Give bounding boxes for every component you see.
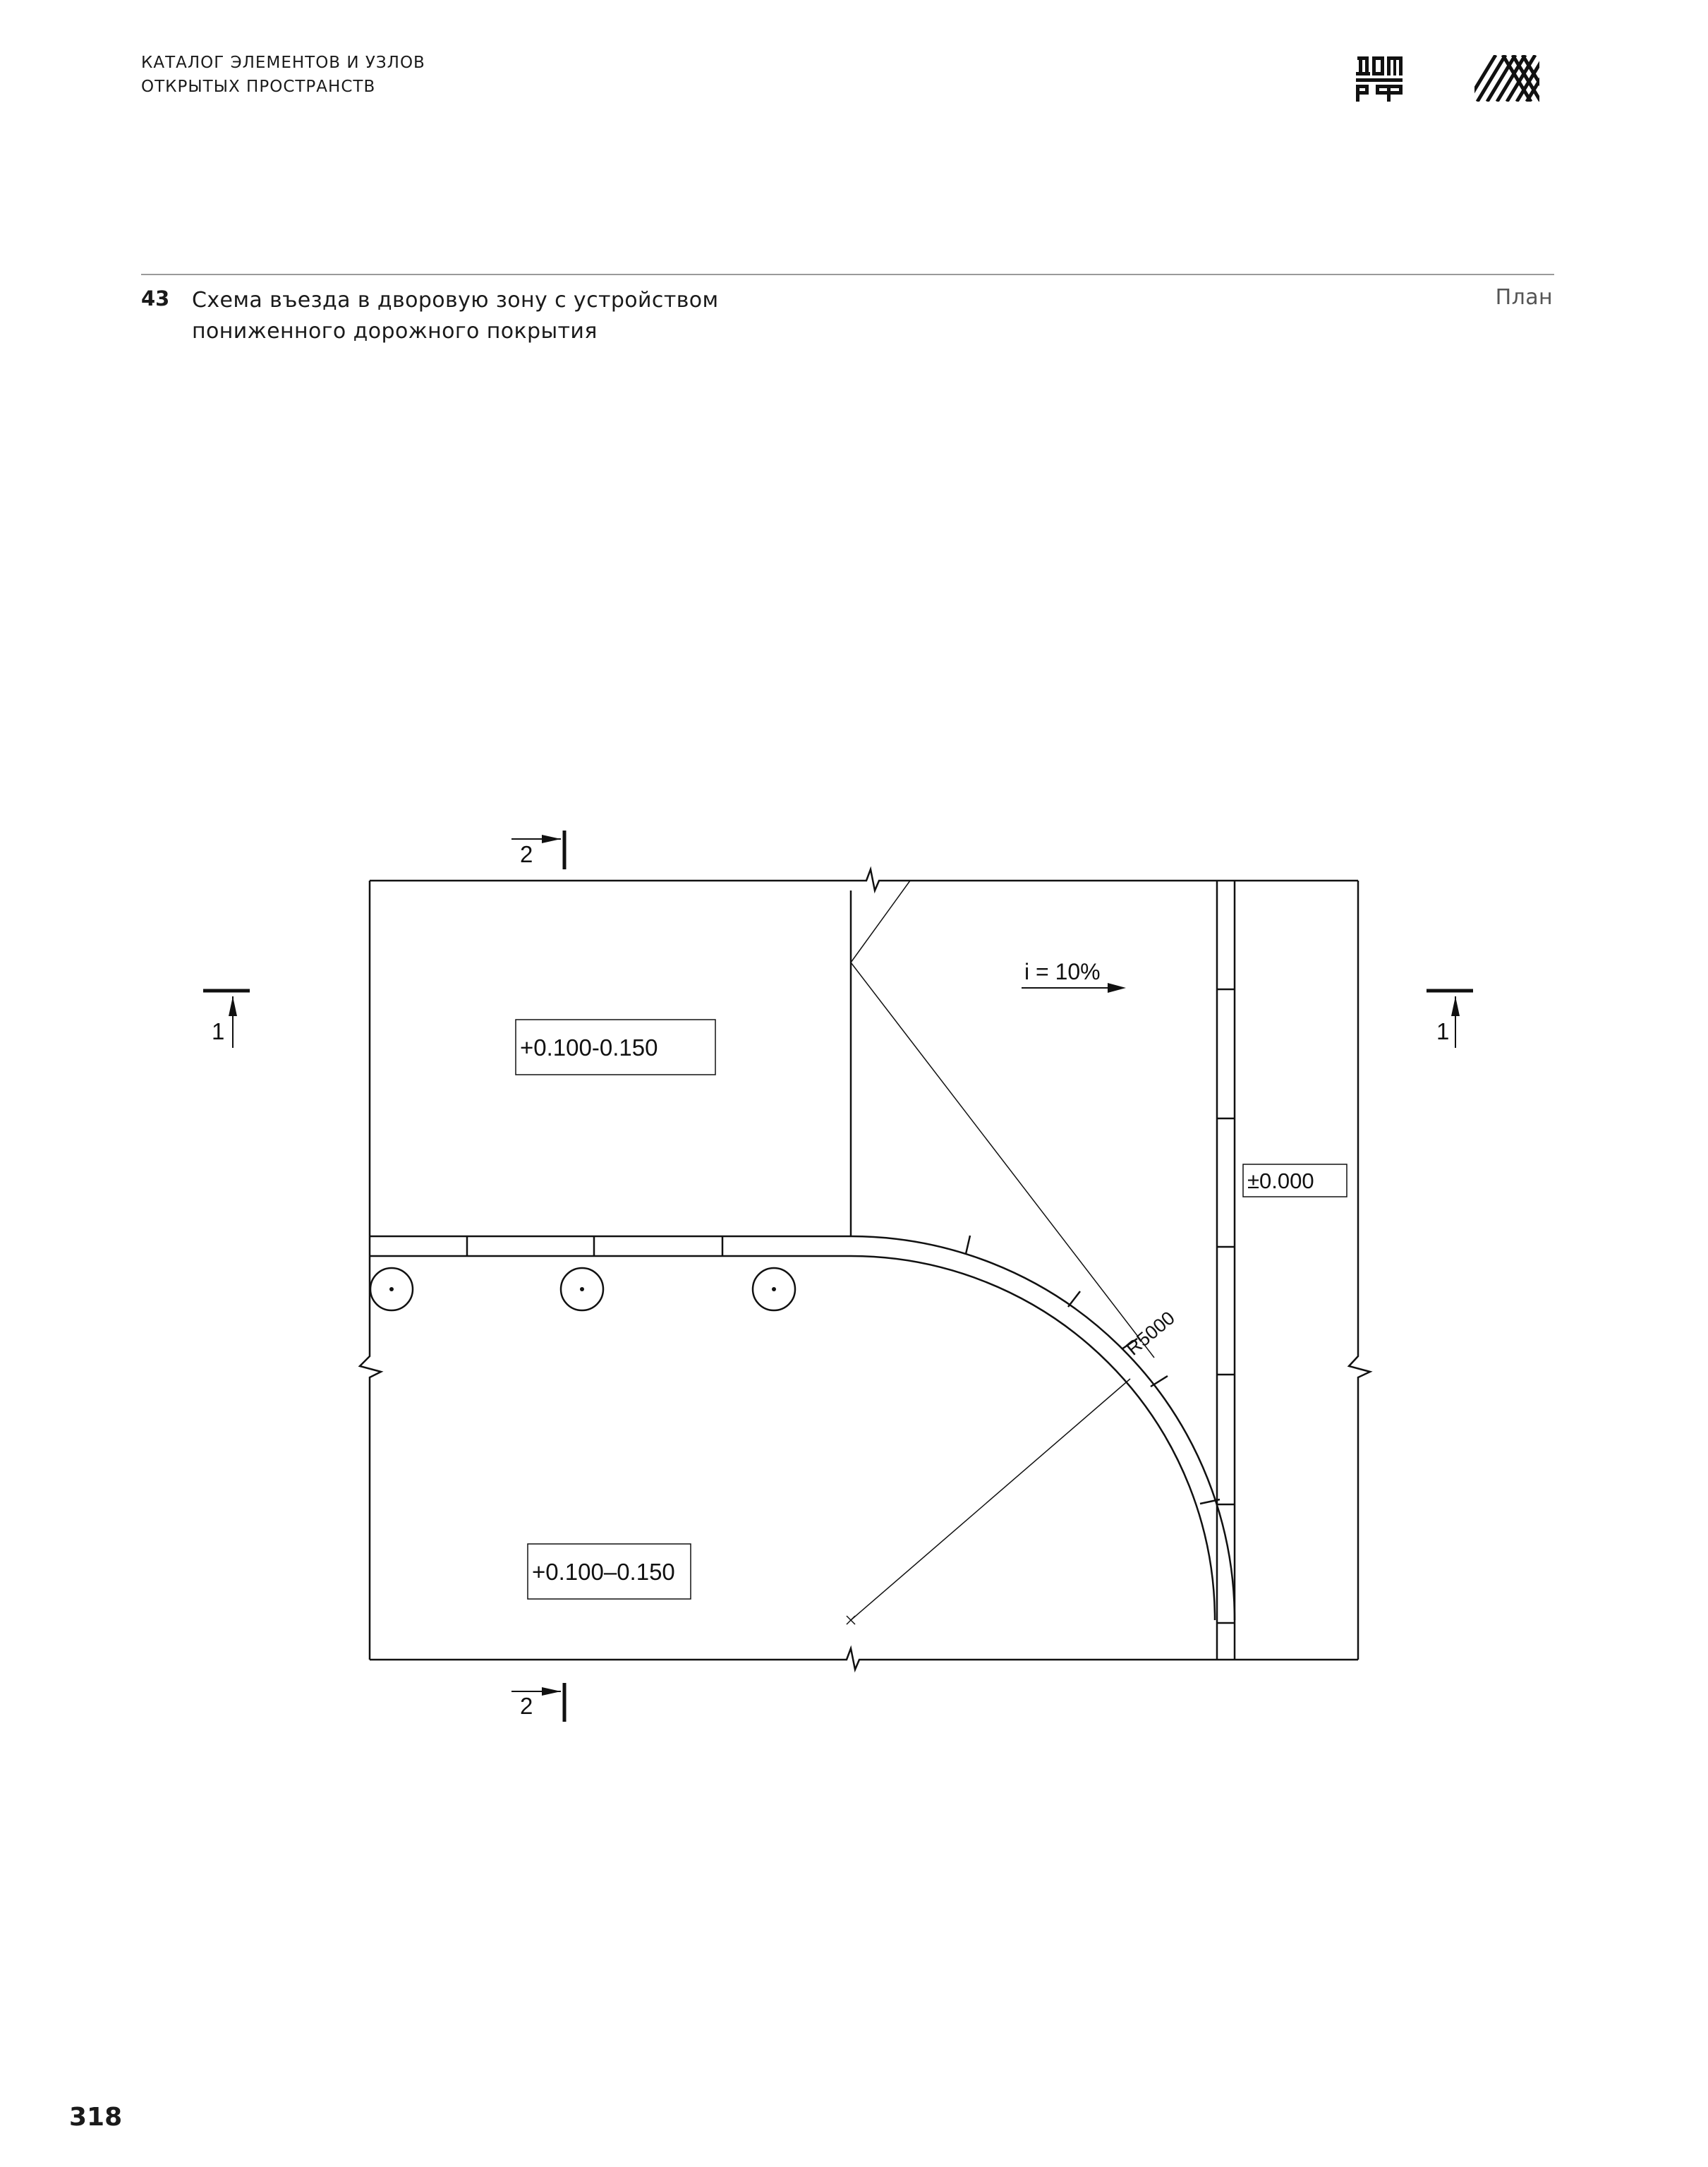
right-boundary <box>1349 881 1370 1660</box>
page-number: 318 <box>69 2103 123 2132</box>
curved-curb-outer <box>851 1236 1235 1620</box>
slope-line-diagonal <box>851 962 1154 1358</box>
radius-label: R5000 <box>1122 1307 1179 1360</box>
figure-number: 43 <box>141 286 170 310</box>
slope-arrow-head <box>1108 983 1126 993</box>
figure-title-line1: Схема въезда в дворовую зону с устройством <box>192 288 719 313</box>
section-2-bottom: 2 <box>520 1693 533 1719</box>
radius-leader <box>851 1379 1130 1620</box>
section-2-top: 2 <box>520 841 533 867</box>
catalog-title-line2: ОТКРЫТЫХ ПРОСТРАНСТВ <box>141 78 376 96</box>
section-1-left: 1 <box>212 1018 225 1044</box>
figure-title-line2: пониженного дорожного покрытия <box>192 319 598 344</box>
elevation-right: ±0.000 <box>1247 1169 1314 1193</box>
elevation-top-left: +0.100-0.150 <box>520 1034 658 1061</box>
slope-label: i = 10% <box>1024 959 1101 984</box>
elevation-bottom-left: +0.100–0.150 <box>532 1559 675 1585</box>
slope-line-top <box>851 881 910 962</box>
view-type-label: План <box>1495 285 1553 310</box>
catalog-title-line1: КАТАЛОГ ЭЛЕМЕНТОВ И УЗЛОВ <box>141 54 425 72</box>
bottom-break-mark <box>843 1648 1358 1670</box>
top-break-mark <box>851 869 1358 891</box>
section-1-right: 1 <box>1436 1018 1450 1044</box>
left-boundary <box>360 881 381 1660</box>
